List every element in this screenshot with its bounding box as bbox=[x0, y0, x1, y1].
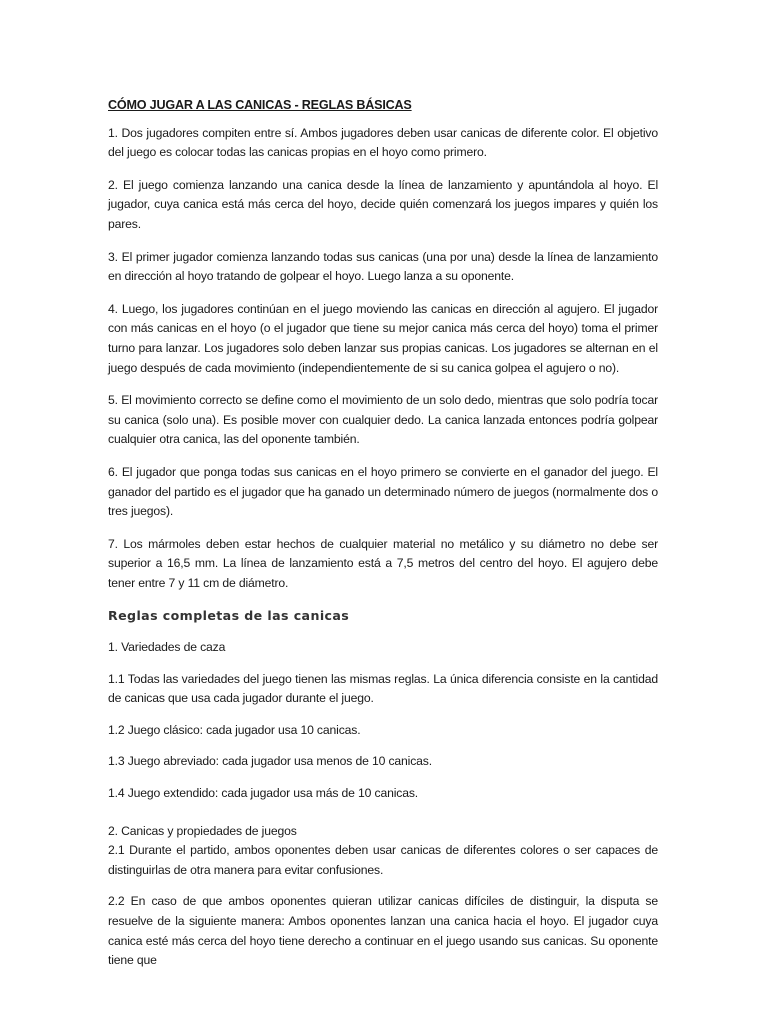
section1-item-3: 1.3 Juego abreviado: cada jugador usa menos de 10 canicas. bbox=[108, 754, 432, 769]
rule-paragraph-6: 6. El jugador que ponga todas sus canicas en el hoyo primero se convierte en el ganador del juego. El ganador del partido es el jugador que ha ganado un determinado número de juegos (normalmente dos o tres juegos). bbox=[108, 464, 658, 519]
section1-item-4: 1.4 Juego extendido: cada jugador usa más de 10 canicas. bbox=[108, 786, 419, 801]
rule-paragraph-1: 1. Dos jugadores compiten entre sí. Ambos jugadores deben usar canicas de diferente color. El objetivo del juego es colocar todas las canicas propias en el hoyo como primero. bbox=[108, 125, 658, 160]
section2-item-1: 2.1 Durante el partido, ambos oponentes deben usar canicas de diferentes colores o ser capaces de distinguirlas de otra manera para evitar confusiones. bbox=[108, 843, 658, 877]
rule-paragraph-2: 2. El juego comienza lanzando una canica desde la línea de lanzamiento y apuntándola al hoyo. El jugador, cuya canica está más cerca del hoyo, decide quién comenzará los juegos impares y quién los pares. bbox=[108, 177, 658, 231]
document-page bbox=[108, 96, 658, 983]
section1-heading: 1. Variedades de caza bbox=[108, 640, 226, 655]
section1-item-1: 1.1 Todas las variedades del juego tienen las mismas reglas. La única diferencia consiste en la cantidad de canicas que usa cada jugador durante el juego. bbox=[108, 671, 658, 706]
section-heading: Reglas completas de las canicas bbox=[108, 608, 350, 624]
rule-paragraph-4: 4. Luego, los jugadores continúan en el juego moviendo las canicas en dirección al agujero. El jugador con más canicas en el hoyo (o el jugador que tiene su mejor canica más cerca del hoyo) toma el primer turno para lanzar. Los jugadores solo deben lanzar sus propias canicas. Los jugadores se alternan en el juego después de cada movimiento (independientemente de si su canica golpea el agujero o no). bbox=[108, 301, 658, 375]
rule-paragraph-5: 5. El movimiento correcto se define como el movimiento de un solo dedo, mientras que solo podría tocar su canica (solo una). Es posible mover con cualquier dedo. La canica lanzada entonces podría golpear cualquier otra canica, las del oponente también. bbox=[108, 393, 658, 447]
section2-heading: 2. Canicas y propiedades de juegos bbox=[108, 823, 297, 838]
rule-paragraph-7: 7. Los mármoles deben estar hechos de cualquier material no metálico y su diámetro no debe ser superior a 16,5 mm. La línea de lanzamiento está a 7,5 metros del centro del hoyo. El agujero debe tener entre 7 y 11 cm de diámetro. bbox=[108, 536, 658, 590]
document-title: CÓMO JUGAR A LAS CANICAS - REGLAS BÁSICAS bbox=[108, 98, 412, 112]
section2-item-2: 2.2 En caso de que ambos oponentes quieran utilizar canicas difíciles de distinguir, la disputa se resuelve de la siguiente manera: Ambos oponentes lanzan una canica hacia el hoyo. El jugador cuya canica esté más cerca del hoyo tiene derecho a continuar en el juego usando sus canicas. Su oponente tiene que bbox=[108, 894, 658, 968]
section1-item-2: 1.2 Juego clásico: cada jugador usa 10 canicas. bbox=[108, 722, 361, 737]
rule-paragraph-3: 3. El primer jugador comienza lanzando todas sus canicas (una por una) desde la línea de lanzamiento en dirección al hoyo tratando de golpear el hoyo. Luego lanza a su oponente. bbox=[108, 249, 658, 284]
